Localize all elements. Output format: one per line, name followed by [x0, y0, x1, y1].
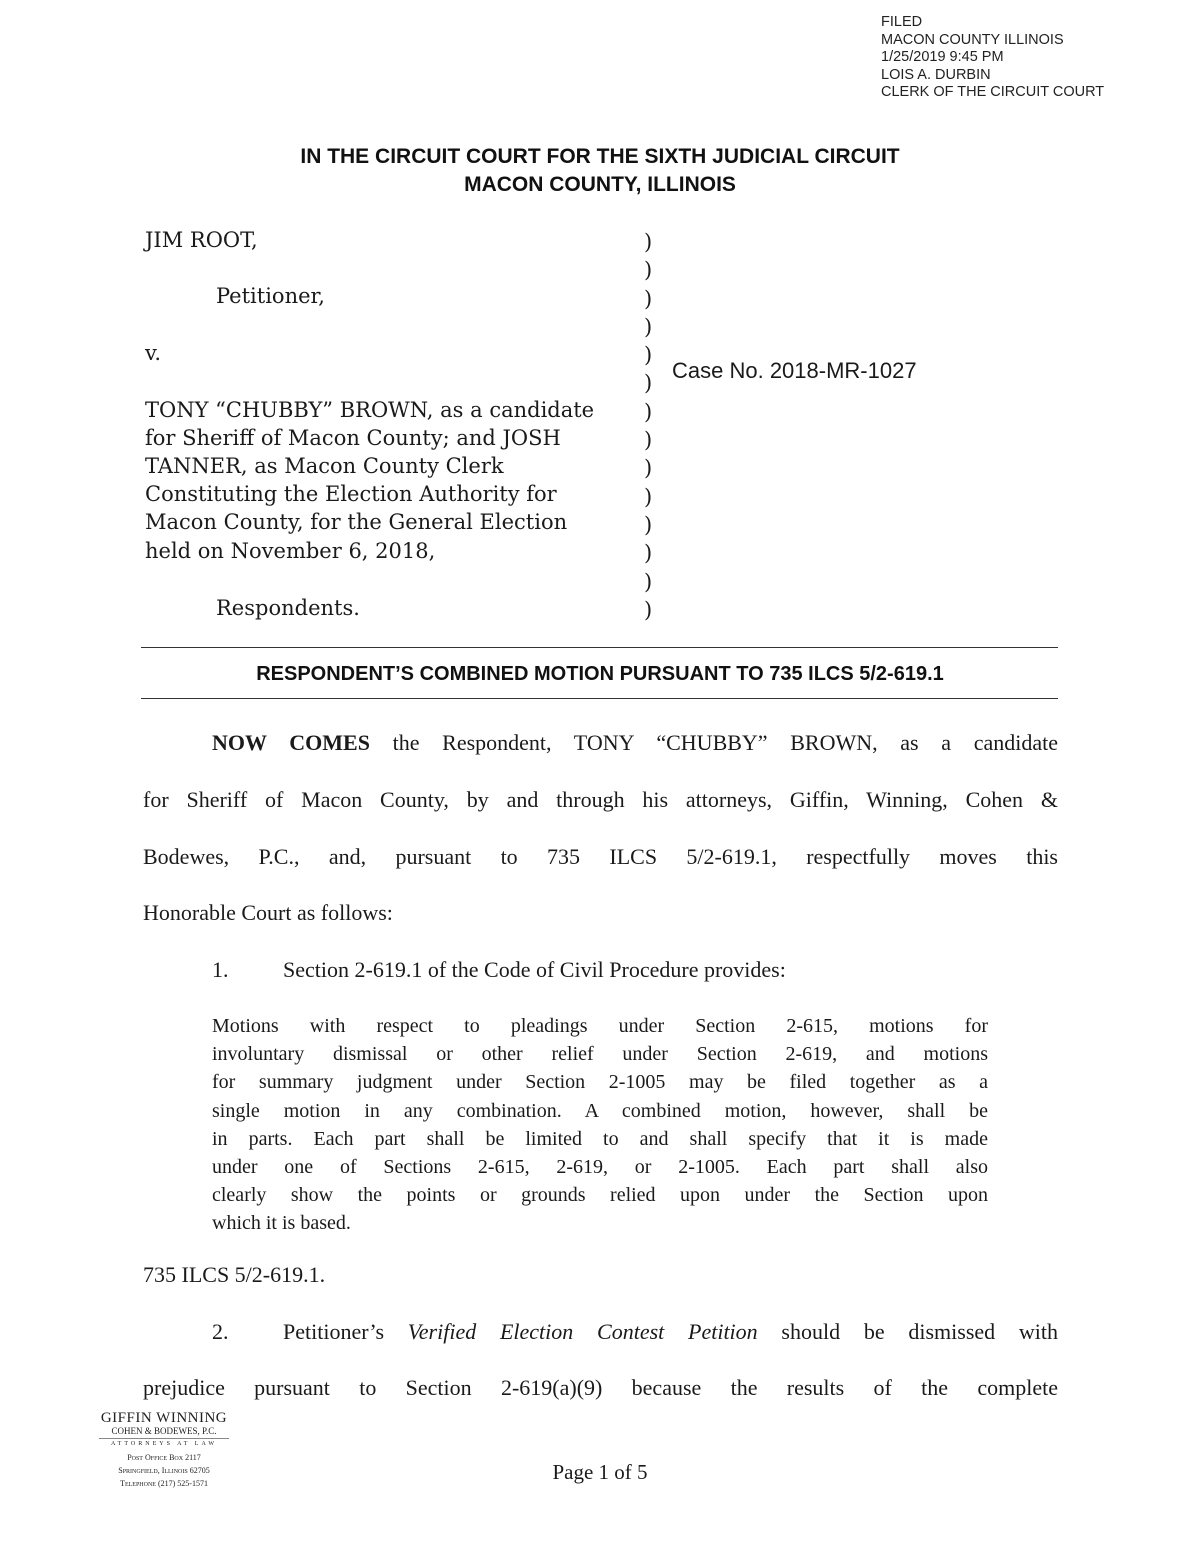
- respondents-line-3: TANNER, as Macon County Clerk: [145, 454, 504, 478]
- page-number: Page 1 of 5: [552, 1460, 648, 1484]
- filing-stamp: [881, 14, 1104, 102]
- respondents-line-6: held on November 6, 2018,: [145, 539, 436, 563]
- caption-paren: ): [644, 512, 653, 537]
- citation: 735 ILCS 5/2-619.1.: [143, 1262, 326, 1287]
- respondents-role: Respondents.: [216, 596, 360, 620]
- quote-line-2: involuntary dismissal or other relief under Section 2-619, and motions: [212, 1043, 988, 1066]
- paragraph-1-number: 1.: [212, 957, 229, 982]
- respondents-line-4: Constituting the Election Authority for: [145, 482, 557, 506]
- paragraph-2-number: 2.: [212, 1319, 229, 1344]
- motion-title: RESPONDENT’S COMBINED MOTION PURSUANT TO 735 ILCS 5/2-619.1: [256, 663, 944, 685]
- intro-line-2: for Sheriff of Macon County, by and through his attorneys, Giffin, Winning, Cohen &: [143, 787, 1058, 812]
- caption-paren: ): [644, 569, 653, 594]
- caption-paren: ): [644, 371, 653, 396]
- quote-line-5: in parts. Each part shall be limited to and shall specify that it is made: [212, 1127, 988, 1150]
- quote-line-7: clearly show the points or grounds relied upon under the Section upon: [212, 1184, 988, 1207]
- caption-paren: ): [644, 484, 653, 509]
- intro-line-3: Bodewes, P.C., and, pursuant to 735 ILCS 5/2-619.1, respectfully moves this: [143, 844, 1058, 869]
- stamp-line-clerk-name: LOIS A. DURBIN: [881, 66, 991, 83]
- caption-paren: ): [644, 541, 653, 566]
- intro-line-1-text: the Respondent, TONY “CHUBBY” BROWN, as a candidate: [369, 730, 1058, 755]
- court-heading: [0, 143, 1200, 199]
- respondents-line-1: TONY “CHUBBY” BROWN, as a candidate: [145, 398, 595, 422]
- quote-line-8: which it is based.: [212, 1212, 351, 1235]
- petitioner-name: JIM ROOT,: [145, 228, 258, 252]
- firm-name-line-2: COHEN & BODEWES, P.C.: [111, 1426, 217, 1436]
- quote-line-6: under one of Sections 2-615, 2-619, or 2-1005. Each part shall also: [212, 1156, 988, 1179]
- quote-line-4: single motion in any combination. A combined motion, however, shall be: [212, 1099, 988, 1122]
- now-comes-bold: NOW COMES: [212, 730, 370, 755]
- caption-parenthesis-column: [644, 228, 652, 624]
- quote-line-1: Motions with respect to pleadings under Section 2-615, motions for: [212, 1015, 988, 1037]
- firm-address-line-2: Springfield, Illinois 62705: [118, 1466, 210, 1475]
- court-heading-line2: MACON COUNTY, ILLINOIS: [464, 173, 736, 196]
- firm-tagline: ATTORNEYS AT LAW: [99, 1438, 229, 1449]
- stamp-line-filed: FILED: [881, 14, 923, 30]
- paragraph-2-line-1: [283, 1318, 1058, 1346]
- caption-paren: ): [644, 258, 653, 283]
- stamp-line-county: MACON COUNTY ILLINOIS: [881, 31, 1064, 48]
- paragraph-1-text: Section 2-619.1 of the Code of Civil Procedure provides:: [283, 957, 786, 982]
- firm-telephone: Telephone (217) 525-1571: [120, 1479, 208, 1488]
- intro-line-1: [212, 729, 1058, 757]
- firm-address-line-1: Post Office Box 2117: [127, 1453, 201, 1462]
- paragraph-2-text-before: Petitioner’s: [283, 1319, 408, 1344]
- petition-title-italic: Verified Election Contest Petition: [407, 1319, 758, 1344]
- stamp-line-datetime: 1/25/2019 9:45 PM: [881, 49, 1004, 65]
- paragraph-2-line-2: prejudice pursuant to Section 2-619(a)(9) because the results of the complete: [143, 1375, 1058, 1400]
- caption-paren: ): [644, 286, 653, 311]
- caption-paren: ): [644, 343, 653, 368]
- caption-paren: ): [644, 314, 653, 339]
- divider-top: [141, 647, 1058, 648]
- case-number: Case No. 2018-MR-1027: [672, 358, 917, 383]
- paragraph-2-text-after: should be dismissed with: [757, 1319, 1059, 1344]
- respondents-line-5: Macon County, for the General Election: [145, 510, 568, 534]
- caption-paren: ): [644, 597, 653, 622]
- intro-line-4: Honorable Court as follows:: [143, 900, 393, 925]
- caption-paren: ): [644, 230, 653, 254]
- caption-paren: ): [644, 456, 653, 481]
- quote-line-3: for summary judgment under Section 2-1005 may be filed together as a: [212, 1071, 988, 1094]
- stamp-line-clerk-title: CLERK OF THE CIRCUIT COURT: [881, 84, 1105, 100]
- versus: v.: [145, 341, 162, 365]
- caption-paren: ): [644, 428, 653, 453]
- firm-name-line-1: GIFFIN WINNING: [100, 1410, 228, 1426]
- court-heading-line1: IN THE CIRCUIT COURT FOR THE SIXTH JUDICIAL CIRCUIT: [300, 145, 900, 168]
- petitioner-role: Petitioner,: [216, 284, 325, 308]
- divider-bottom: [141, 698, 1058, 699]
- caption-paren: ): [644, 399, 653, 424]
- block-quote: [212, 1012, 988, 1238]
- respondents-line-2: for Sheriff of Macon County; and JOSH: [145, 426, 561, 450]
